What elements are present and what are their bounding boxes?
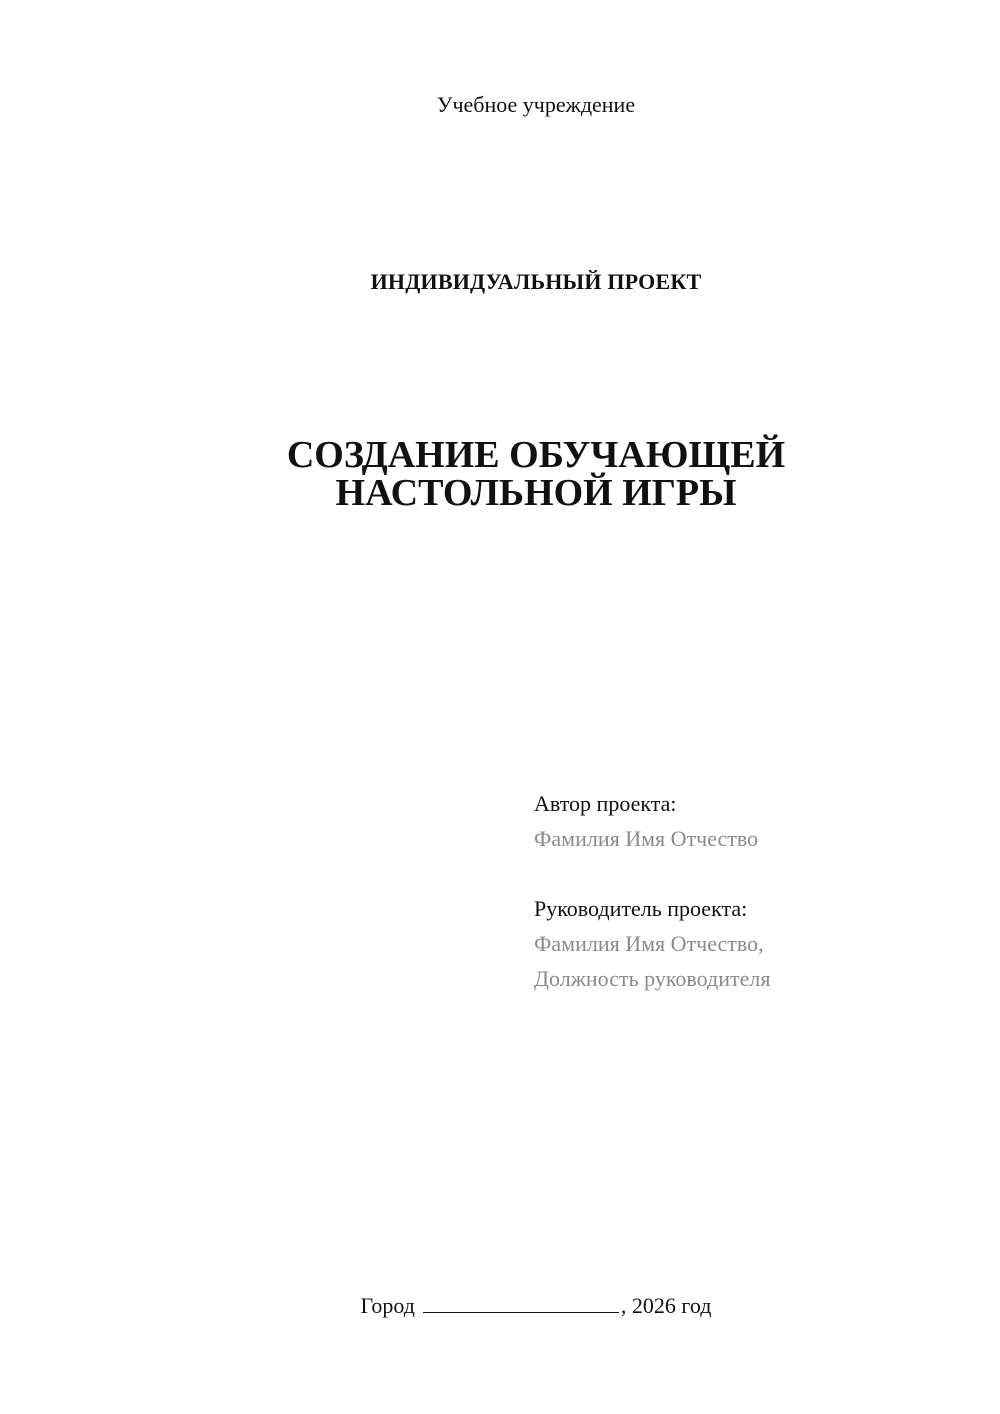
year-text: , 2026 год (620, 1293, 712, 1318)
footer-city-year (0, 1290, 1000, 1321)
project-title-line-1: СОЗДАНИЕ ОБУЧАЮЩЕЙ (286, 434, 786, 476)
author-name: Фамилия Имя Отчество (534, 826, 759, 851)
project-title (0, 436, 1000, 512)
supervisor-name: Фамилия Имя Отчество, (534, 931, 764, 956)
city-blank-line (423, 1290, 619, 1313)
author-label: Автор проекта: (534, 791, 677, 816)
city-label: Город (360, 1293, 415, 1318)
institution-name: Учебное учреждение (436, 92, 636, 117)
document-type: ИНДИВИДУАЛЬНЫЙ ПРОЕКТ (370, 269, 702, 294)
supervisor-label: Руководитель проекта: (534, 896, 748, 921)
project-title-line-2: НАСТОЛЬНОЙ ИГРЫ (335, 472, 737, 514)
project-info-block (534, 786, 974, 996)
info-spacer (534, 856, 974, 891)
supervisor-position: Должность руководителя (534, 966, 771, 991)
